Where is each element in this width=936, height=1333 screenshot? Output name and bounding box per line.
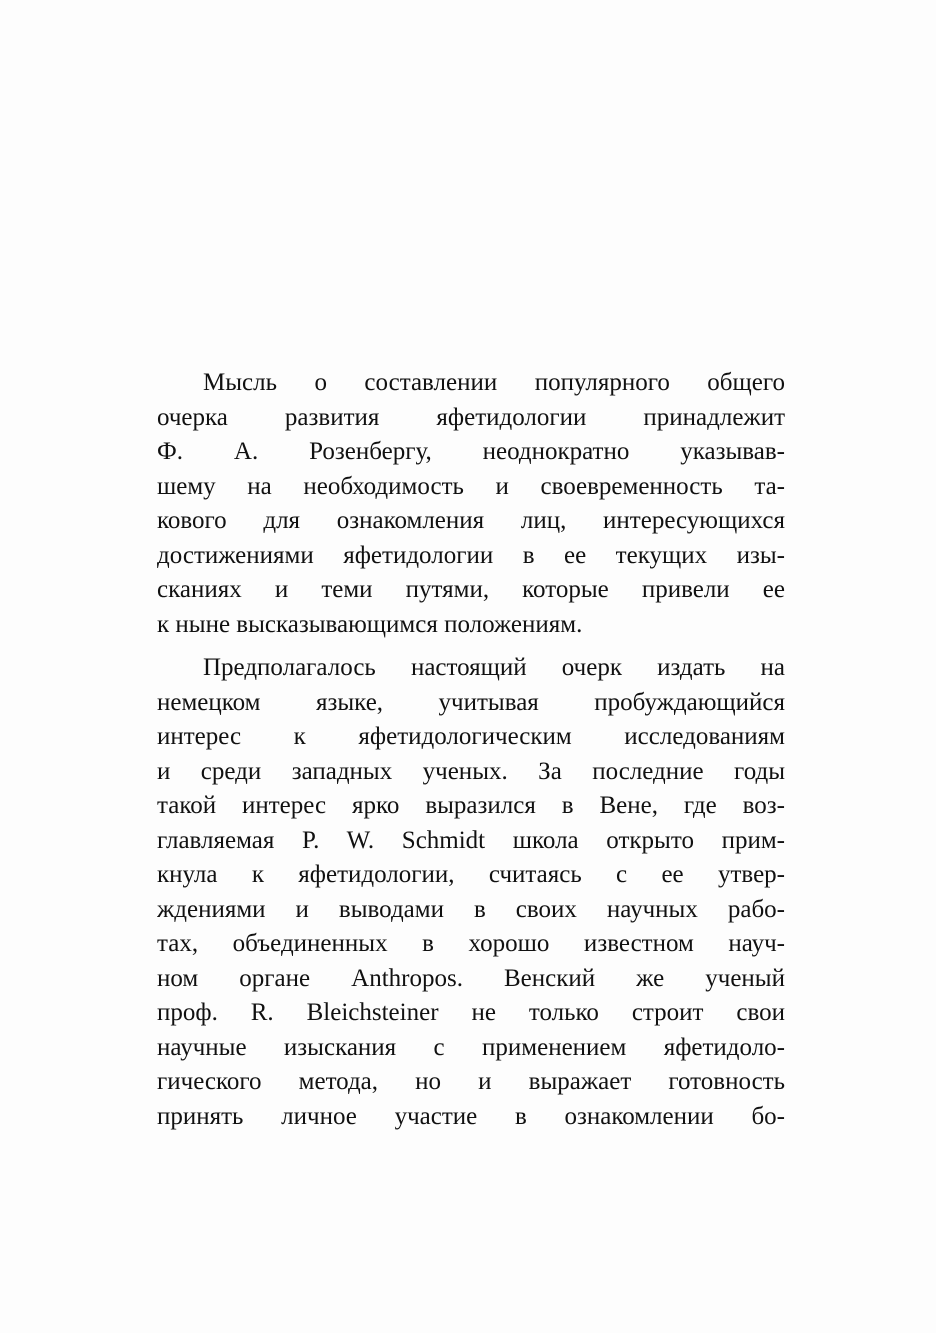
text-line: научные изыскания с применением яфетидоло- [157,1033,785,1061]
text-line: ном органе Anthropos. Венский же ученый [157,964,785,992]
text-line: интерес к яфетидологическим исследованиям [157,723,785,750]
text-line: очерка развития яфетидологии принадлежит [157,403,785,431]
text-line: к ныне высказывающимся положениям. [157,610,583,638]
text-line: Предполагалось настоящий очерк издать на [203,654,785,681]
text-line: Мысль о составлении популярного общего [203,369,785,396]
text-line: достижениями яфетидологии в ее текущих изы- [157,541,785,569]
text-line: шему на необходимость и своевременность та- [157,472,785,500]
text-line: проф. R. Bleichsteiner не только строит свои [157,999,785,1026]
text-line: Ф. А. Розенбергу, неоднократно указывав- [157,438,785,465]
text-line: главляемая P. W. Schmidt школа открыто прим- [157,826,785,854]
text-line: принять личное участие в ознакомлении бо- [157,1102,785,1130]
text-line: ждениями и выводами в своих научных рабо- [157,895,785,923]
body-text [157,366,785,1134]
text-line: сканиях и теми путями, которые привели ее [157,576,785,603]
text-line: такой интерес ярко выразился в Вене, где воз- [157,792,785,819]
text-line: гического метода, но и выражает готовность [157,1068,785,1095]
text-line: и среди западных ученых. За последние годы [157,757,785,785]
paragraph-1 [157,366,785,642]
text-line: кнула к яфетидологии, считаясь с ее утвер- [157,861,785,888]
text-line: кового для ознакомления лиц, интересующихся [157,507,785,534]
paragraph-2 [157,651,785,1134]
text-line: тах, объединенных в хорошо известном науч- [157,930,785,957]
text-line: немецком языке, учитывая пробуждающийся [157,688,785,716]
